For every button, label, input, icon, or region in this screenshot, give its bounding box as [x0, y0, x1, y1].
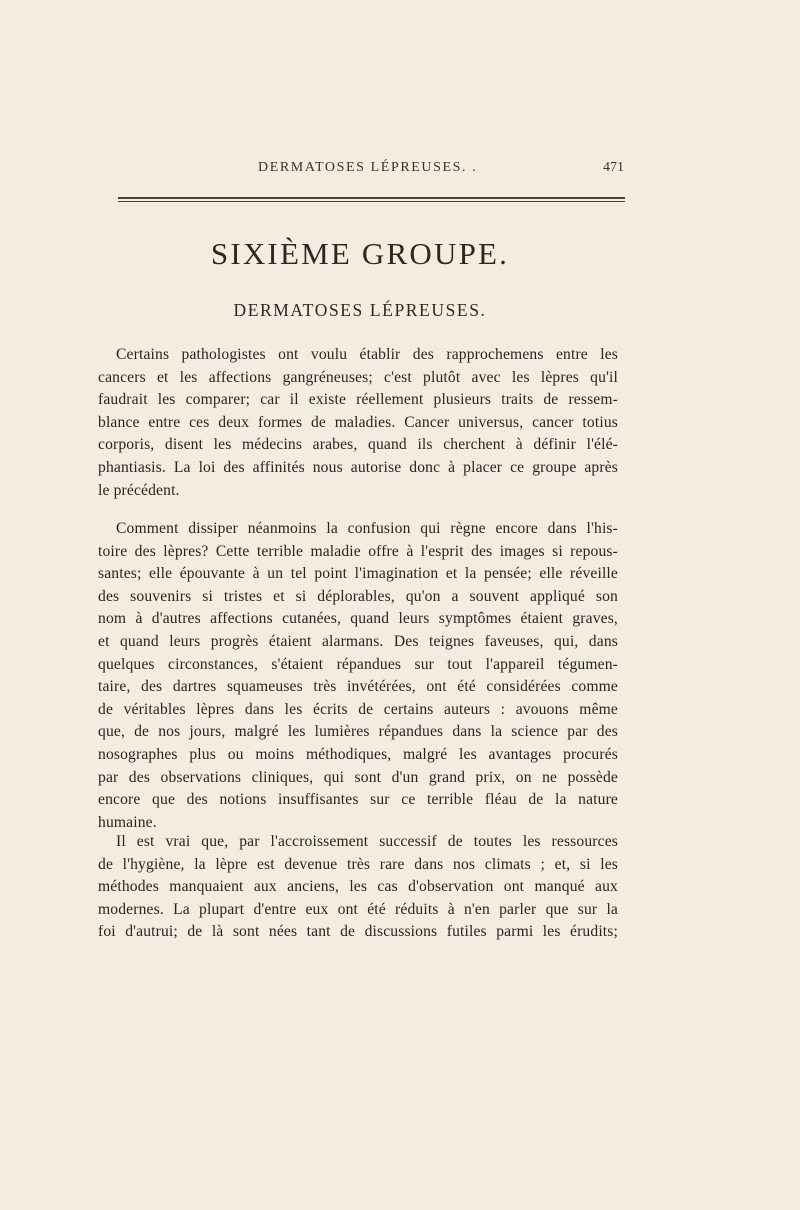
running-title-text: DERMATOSES LÉPREUSES. [258, 160, 468, 175]
text-line: quelques circonstances, s'étaient répandues sur tout l'appareil tégumen- [98, 655, 618, 673]
text-line: corporis, disent les médecins arabes, quand ils cherchent à définir l'élé- [98, 436, 618, 454]
paragraph-2 [98, 518, 618, 834]
text-line: Certains pathologistes ont voulu établir des rapprochemens entre les [116, 346, 618, 363]
text-line: de l'hygiène, la lèpre est devenue très rare dans nos climats ; et, si les [98, 855, 618, 873]
text-line: le précédent. [98, 481, 180, 499]
text-line: nosographes plus ou moins méthodiques, malgré les avantages procurés [98, 745, 618, 763]
text-line: Comment dissiper néanmoins la confusion qui règne encore dans l'his- [116, 520, 618, 537]
header-rule-thick [118, 197, 625, 199]
section-title: SIXIÈME GROUPE. [210, 236, 510, 271]
text-line: humaine. [98, 813, 157, 831]
text-line: Il est vrai que, par l'accroissement successif de toutes les ressources [116, 833, 618, 850]
text-line: foi d'autrui; de là sont nées tant de discussions futiles parmi les érudits; [98, 923, 618, 941]
text-line: modernes. La plupart d'entre eux ont été réduits à n'en parler que sur la [98, 900, 618, 918]
paragraph-1 [98, 344, 618, 502]
text-line: et quand leurs progrès étaient alarmans. Des teignes faveuses, qui, dans [98, 632, 618, 650]
text-line: méthodes manquaient aux anciens, les cas d'observation ont manqué aux [98, 878, 618, 896]
page-number: 471 [603, 160, 624, 175]
running-head [0, 160, 800, 180]
text-line: que, de nos jours, malgré les lumières répandues dans la science par des [98, 723, 618, 741]
text-line: de véritables lèpres dans les écrits de certains auteurs : avouons même [98, 700, 618, 718]
text-line: santes; elle épouvante à un tel point l'imagination et la pensée; elle réveille [98, 565, 618, 583]
paragraph-3 [98, 831, 618, 944]
text-line: blance entre ces deux formes de maladies. Cancer universus, cancer totius [98, 413, 618, 431]
text-line: faudrait les comparer; car il existe réellement plusieurs traits de ressem- [98, 391, 618, 409]
text-line: par des observations cliniques, qui sont d'un grand prix, on ne possède [98, 768, 618, 786]
header-rule-thin [118, 201, 625, 202]
text-line: cancers et les affections gangréneuses; c'est plutôt avec les lèpres qu'il [98, 368, 618, 386]
text-line: toire des lèpres? Cette terrible maladie offre à l'esprit des images si repous- [98, 542, 618, 560]
text-line: taire, des dartres squameuses très invétérées, ont été considérées comme [98, 678, 618, 696]
running-title [258, 160, 477, 176]
text-line: phantiasis. La loi des affinités nous autorise donc à placer ce groupe après [98, 458, 618, 476]
section-subtitle: DERMATOSES LÉPREUSES. [233, 300, 487, 320]
running-title-separator: . [472, 160, 478, 175]
text-line: des souvenirs si tristes et si déplorables, qu'on a souvent appliqué son [98, 587, 618, 605]
text-line: nom à d'autres affections cutanées, quand leurs symptômes étaient graves, [98, 610, 618, 628]
text-line: encore que des notions insuffisantes sur ce terrible fléau de la nature [98, 791, 618, 809]
